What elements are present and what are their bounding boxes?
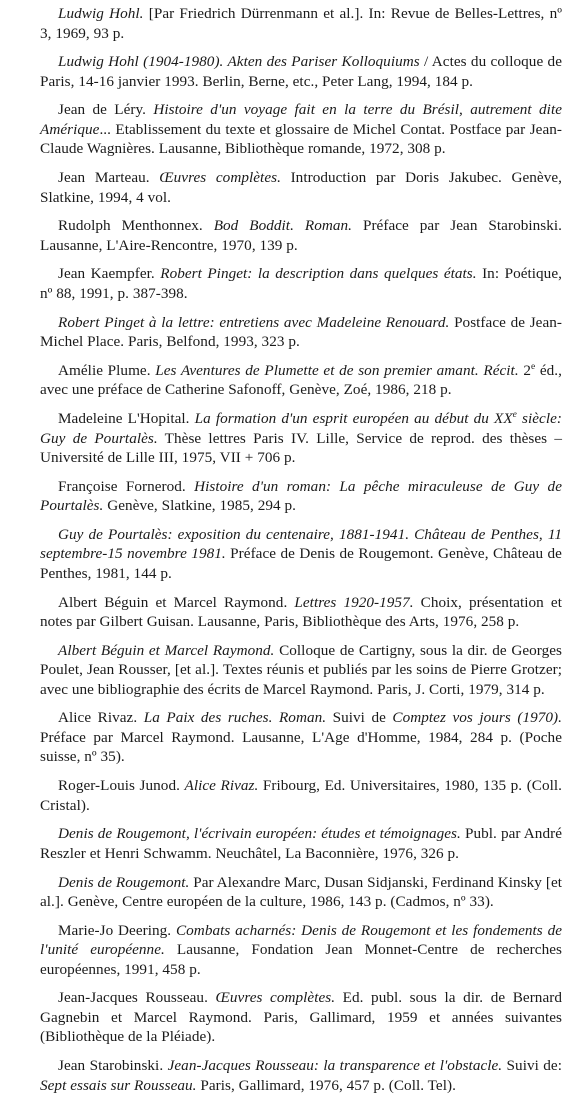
text-segment: Jean Starobinski. xyxy=(58,1057,168,1075)
italic-title-segment: Robert Pinget à la lettre: entretiens avec Madeleine Renouard. xyxy=(58,313,450,331)
text-segment: Suivi de xyxy=(326,709,393,727)
italic-title-segment: siècle: Guy de Pourtalès. xyxy=(40,410,562,447)
text-segment: ... Etablissement du texte et glossaire de Michel Contat. Postface par Jean-Claude Wagnières. Lausanne, Bibliothèque romande, 1972, 308 p. xyxy=(40,120,562,158)
italic-title-segment: Les Aventures de Plumette et de son premier amant. Récit. xyxy=(155,361,519,379)
text-segment: Albert Béguin et Marcel Raymond. xyxy=(58,593,295,611)
text-segment: éd., avec une préface de Catherine Safonoff, Genève, Zoé, 1986, 218 p. xyxy=(40,361,563,399)
text-segment: Fribourg, Ed. Universitaires, 1980, 135 p. (Coll. Cristal). xyxy=(40,777,563,814)
bibliography-entry xyxy=(40,264,562,303)
text-segment: Suivi de: xyxy=(502,1057,562,1075)
text-segment: Jean Marteau. xyxy=(58,169,160,187)
bibliography-entry xyxy=(40,313,562,352)
italic-title-segment: La Paix des ruches. Roman. xyxy=(143,709,327,727)
italic-title-segment: Lettres 1920-1957. xyxy=(294,593,414,611)
text-segment: Thèse lettres Paris IV. Lille, Service de reprod. des thèses – Université de Lille III, 1975, VII + 706 p. xyxy=(40,429,562,466)
bibliography-entry xyxy=(40,216,562,255)
text-segment: / Actes du colloque de Paris, 14-16 janvier 1993. Berlin, Berne, etc., Peter Lang, 1994, 184 p. xyxy=(40,53,562,90)
bibliography-entry xyxy=(40,988,562,1047)
text-segment: Préface de Denis de Rougemont. Genève, Château de Penthes, 1981, 144 p. xyxy=(40,545,562,582)
italic-title-segment: Alice Rivaz. xyxy=(184,777,259,795)
italic-title-segment: Guy de Pourtalès: exposition du centenaire, 1881-1941. Château de Penthes, 11 septembre-15 novembre 1981. xyxy=(40,525,562,563)
text-segment: Françoise Fornerod. xyxy=(58,477,195,495)
text-segment: Préface par Marcel Raymond. Lausanne, L'Age d'Homme, 1984, 284 p. (Poche suisse, nº 35). xyxy=(40,728,562,766)
superscript: e xyxy=(530,361,536,372)
text-segment: Lausanne, Fondation Jean Monnet-Centre de recherches européennes, 1991, 458 p. xyxy=(40,941,562,978)
bibliography-entry xyxy=(40,168,562,207)
bibliography-entry xyxy=(40,593,562,632)
text-segment: Rudolph Menthonnex. xyxy=(58,217,214,235)
italic-title-segment: La formation d'un esprit européen au début du XX xyxy=(194,410,513,427)
text-segment: Par Alexandre Marc, Dusan Sidjanski, Ferdinand Kinsky [et al.]. Genève, Centre européen de la culture, 1986, 143 p. (Cadmos, nº 33). xyxy=(40,873,562,910)
bibliography-entry xyxy=(40,477,562,516)
italic-title-segment: Albert Béguin et Marcel Raymond. xyxy=(58,641,275,659)
text-segment: In: Poétique, nº 88, 1991, p. 387-398. xyxy=(40,265,562,302)
text-segment: Postface de Jean-Michel Place. Paris, Belfond, 1993, 323 p. xyxy=(40,313,562,351)
text-segment: Ed. publ. sous la dir. de Bernard Gagnebin et Marcel Raymond. Paris, Gallimard, 1959 et années suivantes (Bibliothèque de la Pléiade). xyxy=(40,989,562,1046)
superscript: e xyxy=(512,409,517,420)
text-segment: Publ. par André Reszler et Henri Schwamm. Neuchâtel, La Baconnière, 1976, 326 p. xyxy=(40,825,562,862)
italic-title-segment: Combats acharnés: Denis de Rougemont et les fondements de l'unité européenne. xyxy=(40,921,562,959)
bibliography-entry xyxy=(40,921,562,980)
italic-title-segment: Sept essais sur Rousseau. xyxy=(40,1076,197,1094)
bibliography-entry xyxy=(40,776,562,815)
text-segment: Alice Rivaz. xyxy=(58,709,144,727)
bibliography-entry xyxy=(40,409,562,468)
text-segment: Préface par Jean Starobinski. Lausanne, L'Aire-Rencontre, 1970, 139 p. xyxy=(40,217,563,254)
bibliography-entry xyxy=(40,52,562,91)
italic-title-segment: Bod Boddit. Roman. xyxy=(213,217,352,235)
bibliography-entry xyxy=(40,641,562,700)
italic-title-segment: Œuvres complètes. xyxy=(215,989,336,1007)
bibliography-entry xyxy=(40,100,562,159)
text-segment: Amélie Plume. xyxy=(58,361,156,379)
text-segment: Roger-Louis Junod. xyxy=(58,777,185,795)
text-segment: Choix, présentation et notes par Gilbert Guisan. Lausanne, Paris, Bibliothèque des Arts, 1976, 258 p. xyxy=(40,593,562,631)
text-segment: Jean de Léry. xyxy=(58,101,154,119)
bibliography-entry xyxy=(40,525,562,584)
italic-title-segment: Histoire d'un roman: La pêche miraculeuse de Guy de Pourtalès. xyxy=(40,477,562,515)
text-segment: Introduction par Doris Jakubec. Genève, Slatkine, 1994, 4 vol. xyxy=(40,169,562,206)
text-segment: Jean-Jacques Rousseau. xyxy=(58,989,216,1007)
text-segment: Paris, Gallimard, 1976, 457 p. (Coll. Tel). xyxy=(196,1076,456,1094)
bibliography-entry xyxy=(40,708,562,767)
italic-title-segment: Ludwig Hohl. xyxy=(58,5,144,22)
text-segment: Marie-Jo Deering. xyxy=(58,921,176,939)
italic-title-segment: Jean-Jacques Rousseau: la transparence et l'obstacle. xyxy=(167,1057,503,1075)
italic-title-segment: Histoire d'un voyage fait en la terre du Brésil, autrement dite Amérique xyxy=(40,101,563,138)
italic-title-segment: Denis de Rougemont. xyxy=(58,873,190,891)
text-segment: Madeleine L'Hopital. xyxy=(58,410,195,427)
italic-title-segment: Œuvres complètes. xyxy=(159,169,281,187)
text-segment: 2 xyxy=(518,361,531,379)
italic-title-segment: Ludwig Hohl (1904-1980). Akten des Pariser Kolloquiums xyxy=(58,53,420,71)
bibliography-entry xyxy=(40,873,562,912)
italic-title-segment: Robert Pinget: la description dans quelques états. xyxy=(160,265,477,283)
italic-title-segment: Denis de Rougemont, l'écrivain européen: études et témoignages. xyxy=(58,825,461,843)
text-segment: Jean Kaempfer. xyxy=(58,265,161,283)
text-segment: [Par Friedrich Dürrenmann et al.]. In: Revue de Belles-Lettres, nº 3, 1969, 93 p. xyxy=(40,5,563,42)
text-segment: Colloque de Cartigny, sous la dir. de Georges Poulet, Jean Rousser, [et al.]. Textes réunis et publiés par les soins de Pierre Grotzer; avec une bibliographie des écrits de Marcel Raymond. Paris, J. Corti, 1979, 314 p. xyxy=(40,641,562,698)
italic-title-segment: Comptez vos jours (1970). xyxy=(392,709,562,727)
bibliography-entry xyxy=(40,4,562,43)
bibliography-entry xyxy=(40,1056,562,1095)
bibliography-entry xyxy=(40,824,562,863)
bibliography-entry xyxy=(40,361,562,400)
text-segment: Genève, Slatkine, 1985, 294 p. xyxy=(103,497,296,515)
